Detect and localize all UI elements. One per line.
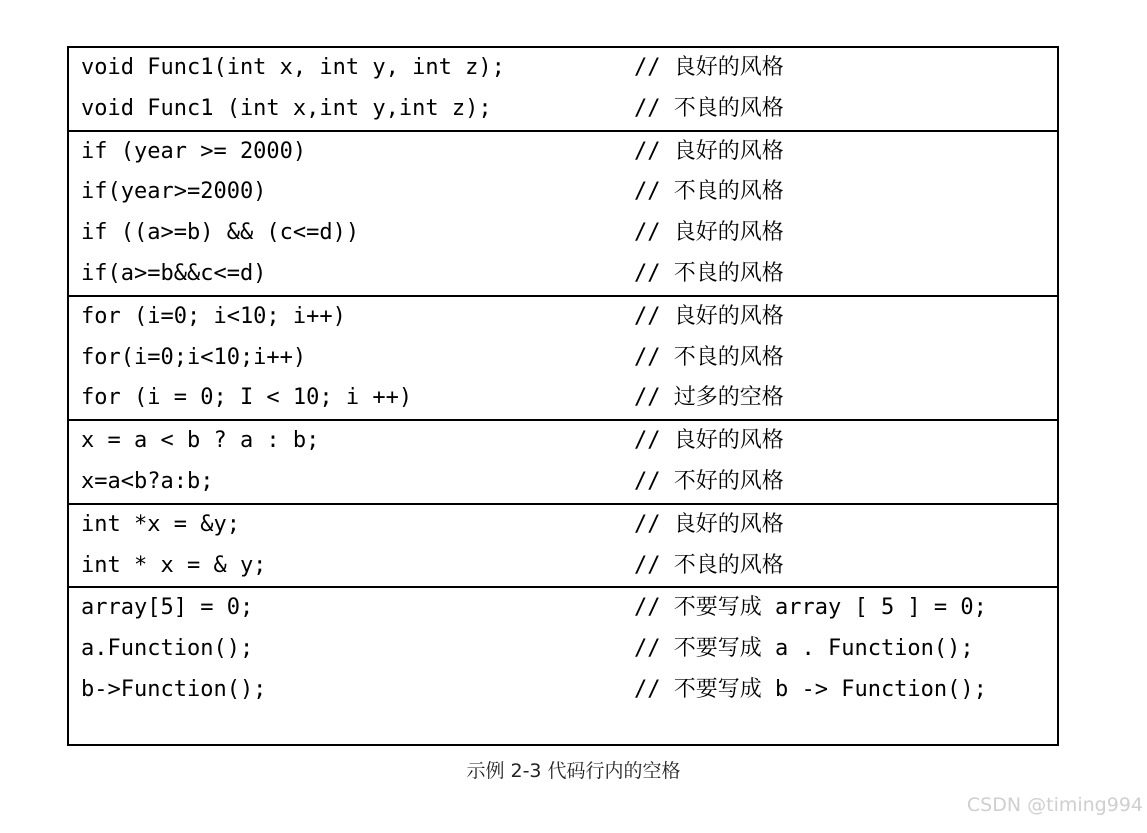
code-comment: // 不良的风格	[634, 260, 784, 286]
table-row	[69, 297, 1057, 338]
code-comment: // 过多的空格	[634, 385, 784, 411]
code-line: for (i=0; i<10; i++)	[81, 303, 346, 329]
table-section	[69, 503, 1057, 587]
table-row	[69, 338, 1057, 379]
table-row	[69, 89, 1057, 130]
code-comment: // 良好的风格	[634, 55, 784, 80]
table-row	[69, 629, 1057, 670]
code-line: x = a < b ? a : b;	[81, 428, 320, 454]
code-line: if(year>=2000)	[81, 179, 267, 205]
code-comment: // 不好的风格	[634, 468, 784, 494]
table-row	[69, 132, 1057, 173]
table-row	[69, 172, 1057, 213]
watermark: CSDN @timing994	[966, 794, 1143, 816]
code-comment: // 不良的风格	[634, 344, 784, 370]
code-comment: // 不良的风格	[634, 179, 784, 205]
figure-caption: 示例 2-3 代码行内的空格	[466, 760, 681, 782]
code-comment: // 良好的风格	[634, 220, 784, 246]
code-line: array[5] = 0;	[81, 595, 254, 621]
code-comment: // 良好的风格	[634, 511, 784, 537]
code-line: if (year >= 2000)	[81, 138, 307, 164]
code-comment: // 不良的风格	[634, 95, 784, 121]
code-line: if ((a>=b) && (c<=d))	[81, 220, 360, 246]
table-section	[69, 48, 1057, 130]
table-row	[69, 378, 1057, 419]
code-line: if(a>=b&&c<=d)	[81, 260, 267, 286]
code-line: int * x = & y;	[81, 552, 267, 578]
code-comment: // 不要写成 array [ 5 ] = 0;	[634, 595, 987, 621]
code-line: b->Function();	[81, 676, 267, 702]
table-row	[69, 670, 1057, 711]
table-row	[69, 588, 1057, 629]
code-line: for(i=0;i<10;i++)	[81, 344, 307, 370]
code-comment: // 良好的风格	[634, 138, 784, 164]
code-example-table	[67, 46, 1059, 746]
table-row	[69, 48, 1057, 89]
code-comment: // 良好的风格	[634, 428, 784, 454]
code-line: void Func1(int x, int y, int z);	[81, 55, 505, 80]
table-row	[69, 505, 1057, 546]
table-row	[69, 254, 1057, 295]
code-line: x=a<b?a:b;	[81, 468, 214, 494]
code-comment: // 不良的风格	[634, 552, 784, 578]
table-section	[69, 295, 1057, 419]
table-section	[69, 586, 1057, 710]
code-comment: // 不要写成 a . Function();	[634, 636, 974, 662]
code-line: for (i = 0; I < 10; i ++)	[81, 385, 413, 411]
table-section	[69, 130, 1057, 295]
table-row	[69, 213, 1057, 254]
code-comment: // 不要写成 b -> Function();	[634, 676, 987, 702]
code-comment: // 良好的风格	[634, 303, 784, 329]
code-line: void Func1 (int x,int y,int z);	[81, 95, 492, 121]
code-line: a.Function();	[81, 636, 254, 662]
table-row	[69, 462, 1057, 503]
table-row	[69, 421, 1057, 462]
table-section	[69, 419, 1057, 503]
code-line: int *x = &y;	[81, 511, 240, 537]
table-row	[69, 546, 1057, 587]
